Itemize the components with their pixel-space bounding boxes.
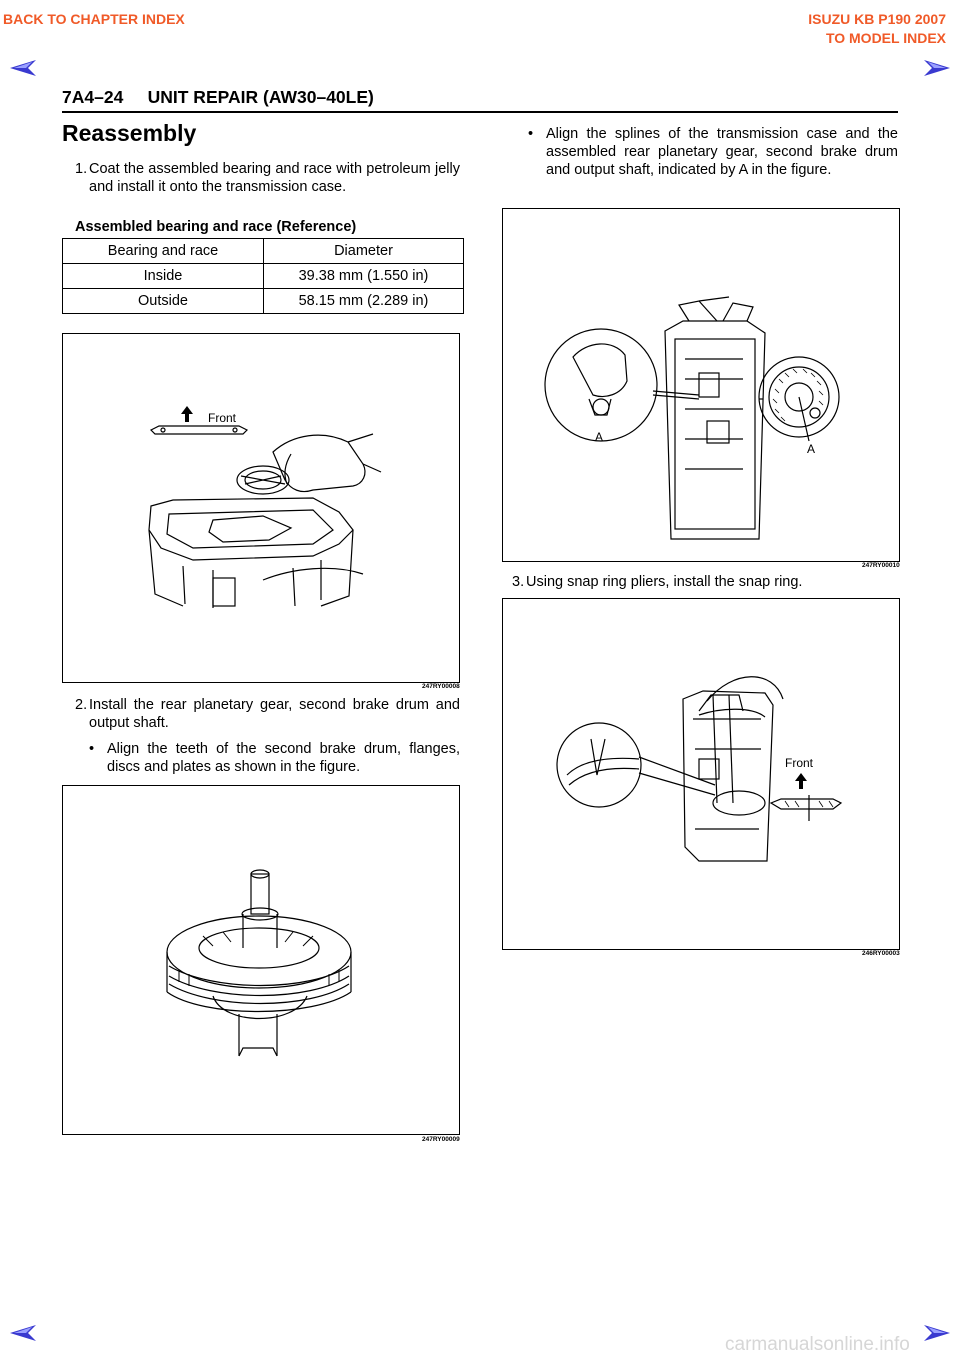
- table-header-row: [63, 239, 464, 264]
- to-model-index-link[interactable]: TO MODEL INDEX: [825, 30, 946, 46]
- step-3-text: Using snap ring pliers, install the snap ring.: [526, 574, 803, 590]
- figure-1-id: 247RY00008: [422, 683, 460, 690]
- table-row: [63, 289, 464, 314]
- prev-page-arrow-icon[interactable]: [10, 60, 36, 76]
- spline-alignment-illustration: [503, 209, 899, 561]
- step-2-bullet-1-text: Align the teeth of the second brake drum, flanges, discs and plates as shown in the figure.: [107, 741, 460, 775]
- bullet-icon: •: [89, 741, 95, 757]
- bearing-race-table: [62, 238, 464, 314]
- snap-ring-illustration: [503, 599, 899, 949]
- step-3: [512, 573, 898, 591]
- step-2-bullet-2-text: Align the splines of the transmission case and the assembled rear planetary gear, second brake drum and output shaft, indicated by A in the figure.: [546, 126, 898, 178]
- model-title-link[interactable]: ISUZU KB P190 2007: [808, 11, 946, 27]
- prev-page-bottom-arrow-icon[interactable]: [10, 1325, 36, 1341]
- table-cell: Inside: [63, 264, 264, 289]
- step-2-number: 2.: [75, 697, 88, 713]
- label-a-right: A: [807, 442, 816, 456]
- footer-watermark: carmanualsonline.info: [725, 1334, 910, 1355]
- table-cell: Outside: [63, 289, 264, 314]
- front-label: Front: [785, 756, 814, 770]
- back-to-chapter-index-link[interactable]: BACK TO CHAPTER INDEX: [3, 11, 185, 27]
- step-2-text: Install the rear planetary gear, second brake drum and output shaft.: [89, 697, 460, 731]
- table-header-cell: Bearing and race: [63, 239, 264, 264]
- figure-3-id: 247RY00010: [862, 562, 900, 569]
- table-row: [63, 264, 464, 289]
- page-header-title: 7A4–24 UNIT REPAIR (AW30–40LE): [62, 87, 374, 107]
- section-title: Reassembly: [62, 120, 197, 146]
- table-cell: 58.15 mm (2.289 in): [264, 289, 464, 314]
- next-page-arrow-icon[interactable]: [924, 60, 950, 76]
- step-2-bullet-1: [89, 740, 460, 776]
- next-page-bottom-arrow-icon[interactable]: [924, 1325, 950, 1341]
- figure-3-spline-alignment: [502, 208, 900, 562]
- front-label: Front: [208, 411, 237, 425]
- planetary-gear-illustration: [63, 786, 459, 1134]
- bullet-icon: •: [528, 126, 534, 142]
- step-1-number: 1.: [75, 161, 88, 177]
- figure-4-snap-ring: [502, 598, 900, 950]
- step-2: [75, 696, 460, 732]
- figure-2-id: 247RY00009: [422, 1136, 460, 1143]
- table-cell: 39.38 mm (1.550 in): [264, 264, 464, 289]
- step-1-text: Coat the assembled bearing and race with petroleum jelly and install it onto the transmission case.: [89, 161, 460, 195]
- bearing-install-illustration: [63, 334, 459, 682]
- table-caption: Assembled bearing and race (Reference): [75, 219, 357, 235]
- step-3-number: 3.: [512, 574, 525, 590]
- figure-1-bearing-install: [62, 333, 460, 683]
- header-rule: [62, 111, 898, 113]
- label-a-left: A: [595, 430, 604, 444]
- figure-4-id: 246RY00003: [862, 950, 900, 957]
- figure-2-planetary-gear: [62, 785, 460, 1135]
- step-2-bullet-2: [528, 125, 898, 179]
- table-header-cell: Diameter: [264, 239, 464, 264]
- step-1: [75, 160, 460, 196]
